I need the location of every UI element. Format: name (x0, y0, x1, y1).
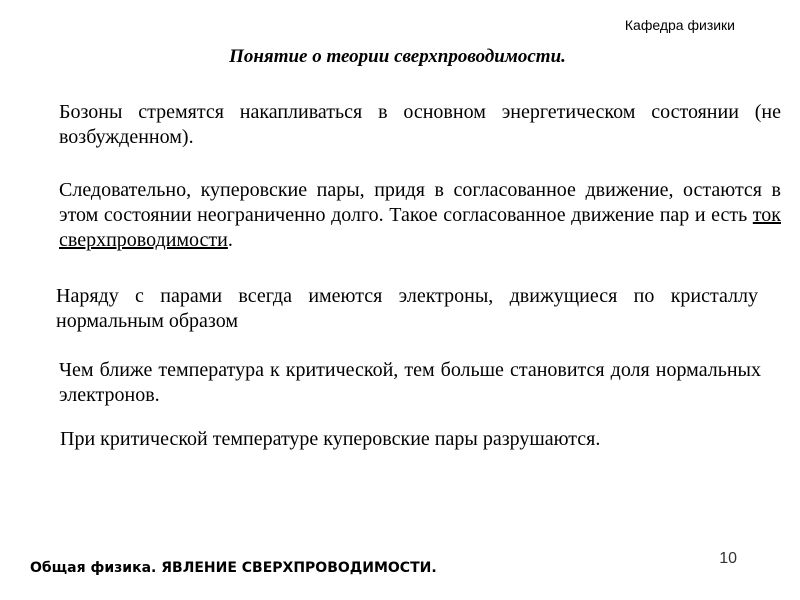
page-number: 10 (719, 550, 737, 567)
paragraph-bosons: Бозоны стремятся накапливаться в основном энергетическом состоянии (не возбужденном). (59, 101, 781, 148)
paragraph-normal-electrons: Наряду с парами всегда имеются электроны, движущиеся по кристаллу нормальным образом (56, 285, 758, 332)
footer-course-title: Общая физика. ЯВЛЕНИЕ СВЕРХПРОВОДИМОСТИ. (30, 560, 437, 576)
paragraph-critical-temperature: При критической температуре куперовские пары разрушаются. (60, 428, 601, 450)
paragraph-cooper-pairs-text: Следовательно, куперовские пары, придя в согласованное движение, остаются в этом состоянии неограниченно долго. Такое согласованное движение пар и есть (59, 179, 781, 226)
slide-title: Понятие о теории сверхпроводимости. (229, 46, 566, 67)
paragraph-temperature: Чем ближе температура к критической, тем больше становится доля нормальных электронов. (59, 359, 761, 406)
department-label: Кафедра физики (624, 17, 735, 33)
supercurrent-term: ток сверхпроводимости (59, 204, 781, 251)
paragraph-cooper-pairs (59, 178, 781, 253)
paragraph-cooper-pairs-end: . (227, 229, 233, 251)
